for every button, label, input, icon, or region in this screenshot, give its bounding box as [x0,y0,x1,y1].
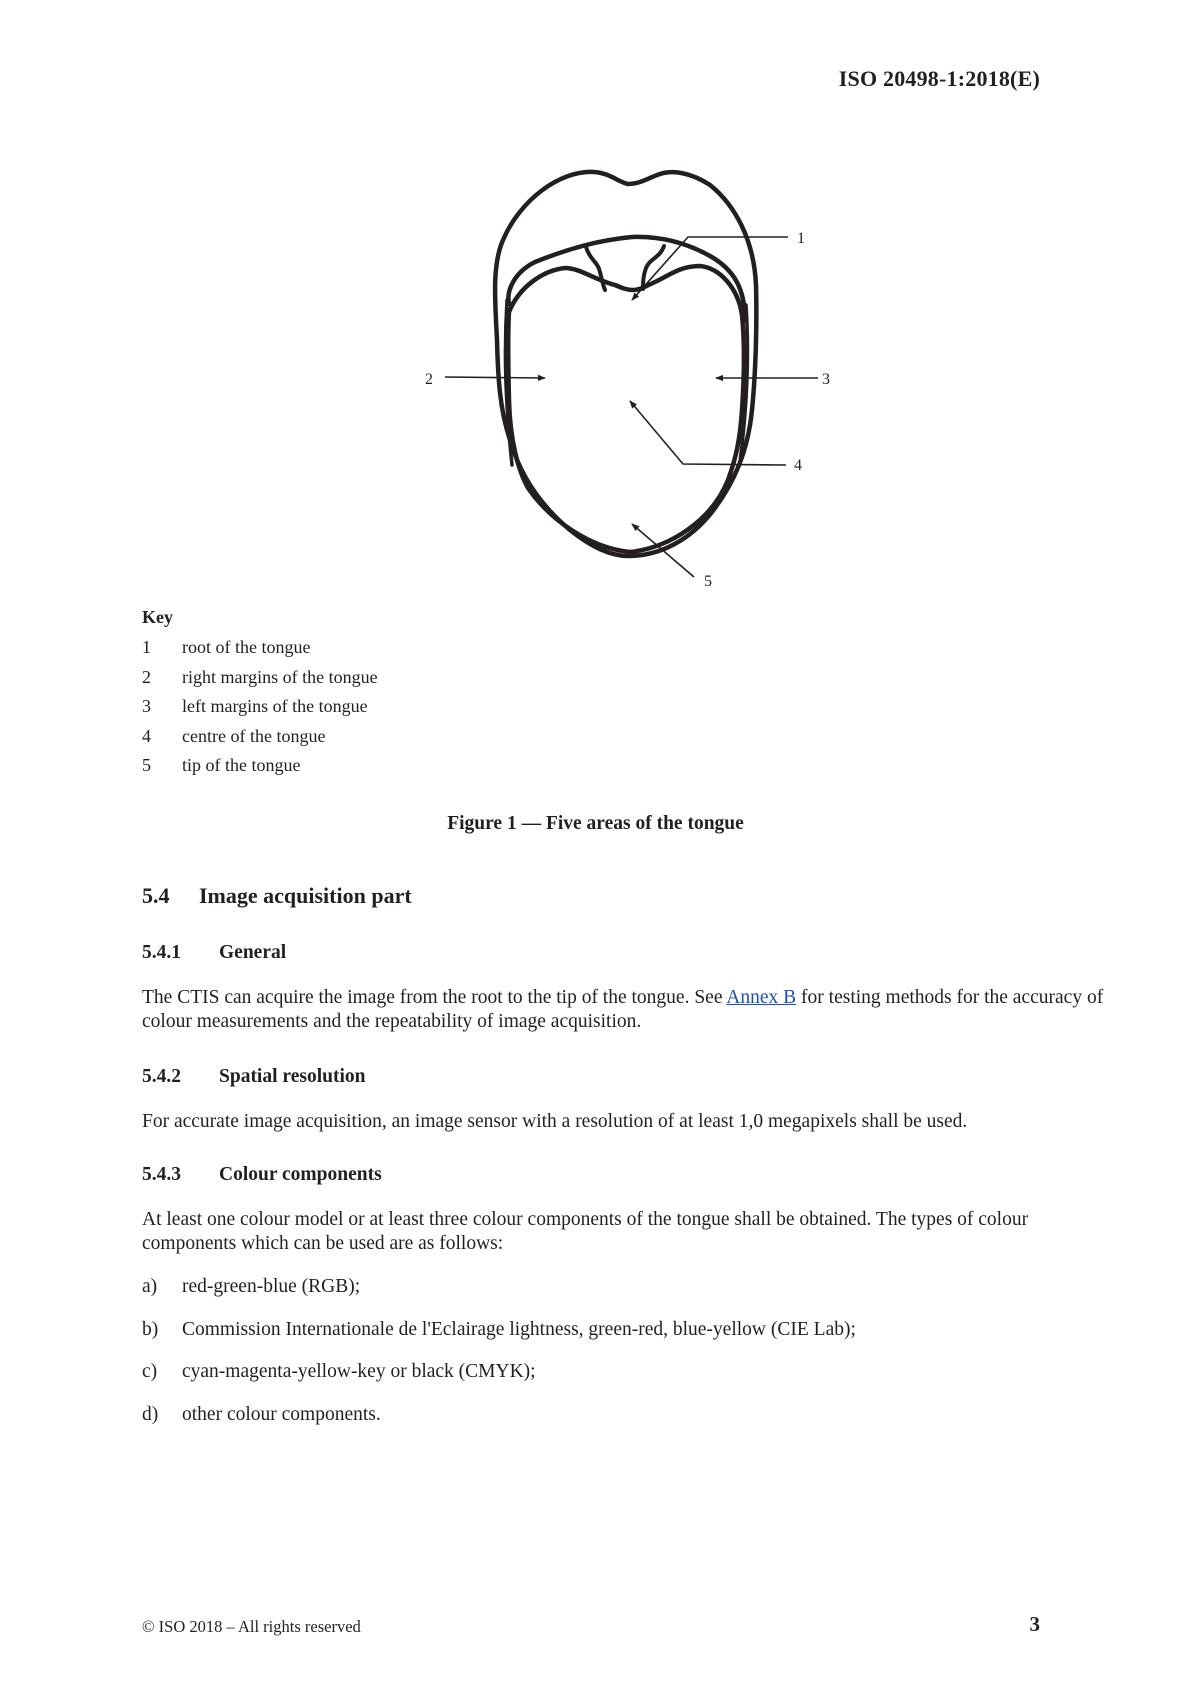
list-text: Commission Internationale de l'Eclairage lightness, green-red, blue-yellow (CIE Lab); [182,1318,856,1340]
subsection-heading-colour-components [142,1164,382,1186]
section-number: 5.4 [142,883,170,908]
palate-arc [508,237,745,320]
paragraph-text: The CTIS can acquire the image from the root to the tip of the tongue. See [142,987,727,1008]
list-text: cyan-magenta-yellow-key or black (CMYK); [182,1361,536,1382]
section-heading [142,883,412,909]
callout-label-1: 1 [797,230,805,247]
list-item [142,1404,856,1447]
subsection-title: Spatial resolution [219,1066,366,1087]
callout-line-4 [630,401,786,465]
figure-key-list [142,633,378,781]
list-item [142,1319,856,1362]
key-text: tip of the tongue [182,755,301,776]
page-number: 3 [1029,1612,1040,1636]
key-text: centre of the tongue [182,725,326,746]
key-item [142,751,378,781]
subsection-number: 5.4.1 [142,942,181,963]
key-text: right margins of the tongue [182,666,378,687]
list-text: red-green-blue (RGB); [182,1276,361,1297]
key-number: 3 [142,696,151,717]
key-item [142,663,378,693]
annex-b-link[interactable]: Annex B [726,987,797,1008]
list-label: a) [142,1276,158,1297]
general-paragraph [142,986,1127,1034]
list-label: c) [142,1361,158,1382]
subsection-heading-general [142,942,286,964]
tongue-outline [508,266,744,552]
subsection-title: Colour components [219,1164,382,1185]
key-title: Key [142,607,173,627]
list-text: other colour components. [182,1403,381,1425]
key-number: 4 [142,725,151,746]
uvula-left [586,247,605,290]
list-item [142,1361,856,1404]
section-title: Image acquisition part [199,883,412,908]
callout-label-4: 4 [794,457,802,474]
key-item [142,633,378,663]
list-item [142,1276,856,1319]
colour-components-paragraph: At least one colour model or at least three colour components of the tongue shall be obtained. The types of colour components which can be used are as follows: [142,1209,1029,1254]
figure-caption: Figure 1 — Five areas of the tongue [447,813,744,834]
key-text: left margins of the tongue [182,696,368,717]
paragraph-text: for testing methods for the accuracy of colour measurements and the repeatability of image acquisition. [142,987,1104,1032]
subsection-heading-spatial-resolution [142,1066,365,1088]
key-number: 2 [142,666,151,687]
callout-label-5: 5 [704,573,712,590]
tongue-diagram [400,150,850,600]
callout-line-2 [445,377,545,378]
document-id-header: ISO 20498-1:2018(E) [838,66,1040,91]
colour-components-list [142,1276,856,1446]
key-number: 1 [142,637,151,657]
callout-label-2: 2 [425,371,433,388]
subsection-title: General [219,942,287,963]
key-text: root of the tongue [182,637,311,657]
key-item [142,722,378,752]
subsection-number: 5.4.2 [142,1066,181,1087]
callout-label-3: 3 [822,371,830,388]
list-label: b) [142,1318,159,1340]
spatial-resolution-paragraph: For accurate image acquisition, an image sensor with a resolution of at least 1,0 megapixels shall be used. [142,1111,968,1132]
list-label: d) [142,1403,159,1425]
footer-copyright: © ISO 2018 – All rights reserved [142,1617,361,1636]
tongue-figure [400,150,850,600]
subsection-number: 5.4.3 [142,1164,181,1185]
key-item [142,692,378,722]
key-number: 5 [142,755,151,776]
